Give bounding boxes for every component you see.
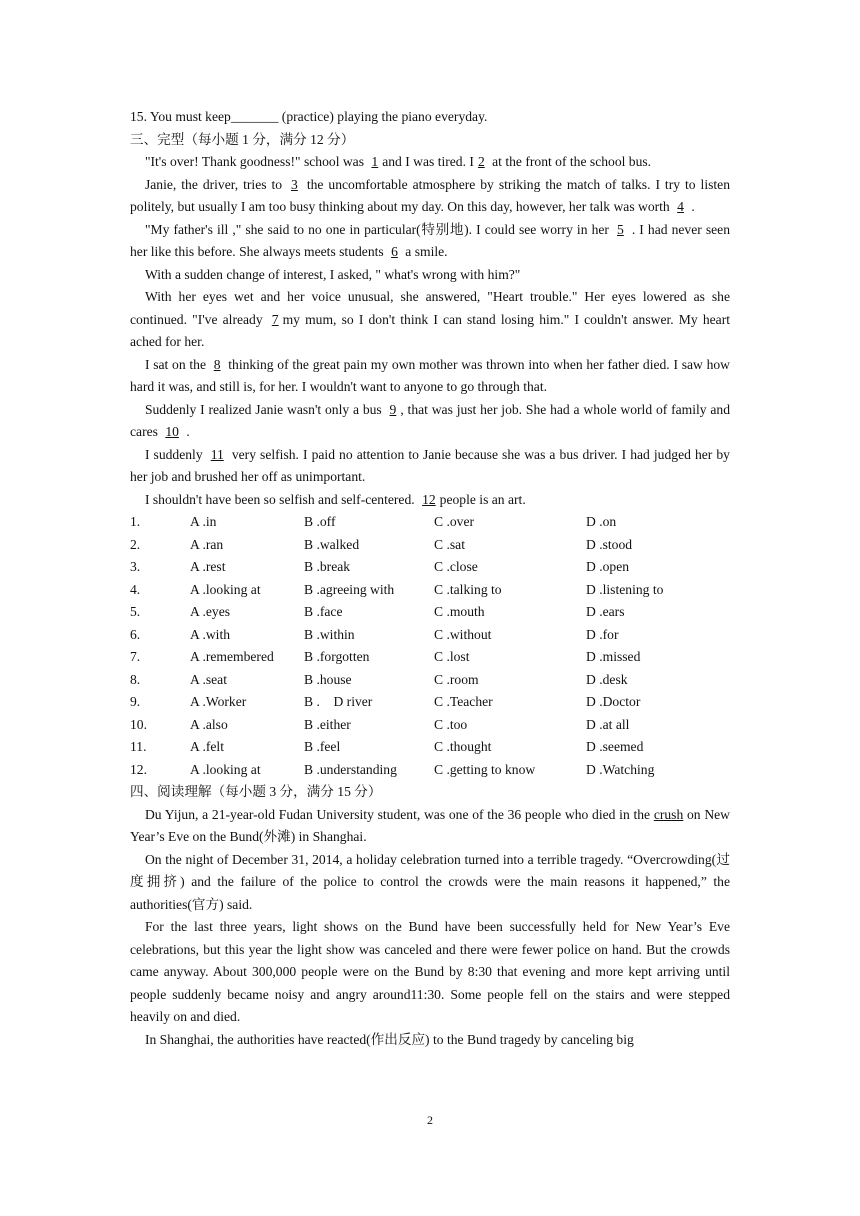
- option-choice: D .on: [586, 514, 617, 529]
- option-choice: B .agreeing with: [304, 581, 395, 597]
- option-choice: A .rest: [190, 559, 226, 574]
- cloze-blank: 7: [271, 311, 279, 327]
- option-choice: B .forgotten: [304, 649, 370, 664]
- cloze-paragraph: Suddenly I realized Janie wasn't only a bus 9 , that was just her job. She had a whole world of family and cares 10 .: [130, 401, 730, 439]
- option-choice: A .Worker: [190, 694, 247, 709]
- cloze-passage: [130, 151, 730, 511]
- option-choice: D .seemed: [586, 739, 644, 754]
- option-number: 1.: [130, 514, 141, 529]
- option-number: 12.: [130, 761, 147, 777]
- option-choice: A .ran: [190, 536, 224, 552]
- option-row: [130, 714, 690, 737]
- option-number: 6.: [130, 626, 141, 642]
- reading-paragraph: In Shanghai, the authorities have reacted(作出反应) to the Bund tragedy by canceling big: [144, 1031, 634, 1047]
- cloze-blank: 9: [389, 401, 397, 417]
- option-choice: C .close: [434, 559, 478, 574]
- cloze-blank: 5: [616, 221, 624, 237]
- option-choice: D .desk: [586, 671, 628, 687]
- option-choice: D .for: [586, 626, 619, 642]
- option-row: [130, 556, 690, 579]
- section-4-heading: 四、阅读理解（每小题 3 分，满分 15 分）: [130, 784, 382, 799]
- cloze-blank: 6: [391, 244, 398, 259]
- cloze-blank: 12: [422, 491, 436, 507]
- option-row: [130, 534, 690, 557]
- option-row: [130, 579, 690, 602]
- option-number: 7.: [130, 649, 141, 664]
- option-choice: B .walked: [304, 536, 360, 552]
- option-choice: C .room: [434, 671, 479, 687]
- cloze-blank: 10: [165, 424, 179, 439]
- option-choice: B .within: [304, 626, 355, 642]
- option-choice: C .without: [434, 626, 492, 642]
- option-row: [130, 759, 690, 782]
- option-choice: A .looking at: [190, 581, 261, 597]
- option-choice: B . D river: [304, 694, 373, 709]
- cloze-paragraph: "My father's ill ," she said to no one in particular(特别地). I could see worry in her 5 . I had never seen her like this before. She always meets students 6 a smile.: [130, 221, 730, 259]
- option-choice: C .getting to know: [434, 761, 536, 777]
- cloze-paragraph: Janie, the driver, tries to 3 the uncomfortable atmosphere by striking the match of talks. I try to listen politely, but usually I am too busy thinking about my day. On this day, however, her talk was worth 4 .: [130, 176, 731, 214]
- section-3-heading: 三、完型（每小题 1 分，满分 12 分）: [130, 131, 355, 147]
- cloze-blank: 3: [291, 176, 298, 192]
- option-number: 5.: [130, 604, 141, 619]
- cloze-paragraph: I suddenly 11 very selfish. I paid no attention to Janie because she was a bus driver. I had judged her by her job and brushed her off as unimportant.: [130, 446, 730, 484]
- option-choice: B .either: [304, 716, 351, 732]
- option-row: [130, 736, 690, 759]
- option-choice: D .missed: [586, 649, 641, 664]
- underlined-word: crush: [653, 806, 684, 822]
- reading-paragraph: Du Yijun, a 21-year-old Fudan University student, was one of the 36 people who died in the crush on New Year’s Eve on the Bund(外滩) in Shanghai.: [130, 806, 731, 844]
- option-choice: A .eyes: [190, 604, 231, 619]
- question-15: 15. You must keep_______ (practice) playing the piano everyday.: [130, 109, 488, 124]
- option-choice: B .off: [304, 514, 336, 529]
- page-number: 2: [427, 1113, 433, 1127]
- option-choice: B .face: [304, 604, 343, 619]
- cloze-paragraph: With a sudden change of interest, I asked, " what's wrong with him?": [144, 266, 521, 282]
- cloze-paragraph: With her eyes wet and her voice unusual, she answered, "Heart trouble." Her eyes lowered as she continued. "I've already 7 my mum, so I don't think I can stand losing him." I couldn't answer. My heart ached for her.: [130, 289, 730, 349]
- option-choice: C .sat: [434, 536, 465, 552]
- option-choice: A .felt: [190, 739, 224, 754]
- cloze-blank: 11: [210, 446, 224, 462]
- option-row: [130, 624, 690, 647]
- option-choice: C .lost: [434, 649, 470, 664]
- option-choice: C .over: [434, 514, 475, 529]
- option-choice: D .at all: [586, 716, 630, 732]
- option-choice: C .Teacher: [434, 694, 493, 709]
- option-choice: C .too: [434, 716, 468, 732]
- option-choice: C .talking to: [434, 581, 502, 597]
- option-choice: A .remembered: [190, 649, 274, 664]
- option-choice: D .open: [586, 559, 630, 574]
- option-choice: B .understanding: [304, 761, 397, 777]
- option-choice: D .listening to: [586, 581, 664, 597]
- cloze-blank: 2: [477, 154, 485, 169]
- option-row: [130, 669, 690, 692]
- option-choice: D .stood: [586, 536, 633, 552]
- option-choice: A .also: [190, 716, 228, 732]
- option-number: 10.: [130, 716, 147, 732]
- option-number: 4.: [130, 581, 141, 597]
- cloze-blank: 1: [371, 154, 379, 169]
- option-choice: B .house: [304, 671, 352, 687]
- option-row: [130, 691, 690, 714]
- cloze-paragraph: I shouldn't have been so selfish and self-centered. 12 people is an art.: [144, 491, 526, 507]
- option-number: 8.: [130, 671, 141, 687]
- option-row: [130, 511, 690, 534]
- option-choice: D .ears: [586, 604, 625, 619]
- page-content: [130, 106, 730, 1051]
- option-choice: D .Watching: [586, 761, 655, 777]
- option-choice: B .break: [304, 559, 351, 574]
- option-row: [130, 646, 690, 669]
- option-choice: C .mouth: [434, 604, 485, 619]
- reading-paragraph: For the last three years, light shows on the Bund have been successfully held for New Year’s Eve celebrations, but this year the light show was canceled and there were fewer police on hand. But the crowds came anyway. About 300,000 people were on the Bund by 8:30 that evening and more kept arriving until people suddenly became noisy and angry around11:30. Some people fell on the stairs and were stepped heavily on and died.: [130, 919, 730, 1024]
- option-choice: A .with: [190, 626, 231, 642]
- cloze-blank: 8: [213, 356, 221, 372]
- option-choice: A .looking at: [190, 761, 261, 777]
- option-choice: A .in: [190, 514, 217, 529]
- options-table: [130, 511, 690, 781]
- option-number: 11.: [130, 739, 147, 754]
- option-choice: A .seat: [190, 671, 227, 687]
- reading-paragraph: On the night of December 31, 2014, a holiday celebration turned into a terrible tragedy. “Overcrowding(过度拥挤) and the failure of the police to control the crowds were the main reasons it happened,” the authorities(官方) said.: [130, 851, 730, 912]
- option-choice: C .thought: [434, 739, 492, 754]
- option-number: 2.: [130, 536, 141, 552]
- option-choice: D .Doctor: [586, 694, 641, 709]
- option-choice: B .feel: [304, 739, 341, 754]
- cloze-paragraph: I sat on the 8 thinking of the great pain my own mother was thrown into when her father died. I saw how hard it was, and still is, for her. I wouldn't want to anyone to go through that.: [130, 356, 730, 394]
- cloze-blank: 4: [677, 199, 684, 214]
- option-row: [130, 601, 690, 624]
- option-number: 9.: [130, 694, 141, 709]
- option-number: 3.: [130, 559, 141, 574]
- cloze-paragraph: "It's over! Thank goodness!" school was 1 and I was tired. I 2 at the front of the school bus.: [144, 154, 652, 169]
